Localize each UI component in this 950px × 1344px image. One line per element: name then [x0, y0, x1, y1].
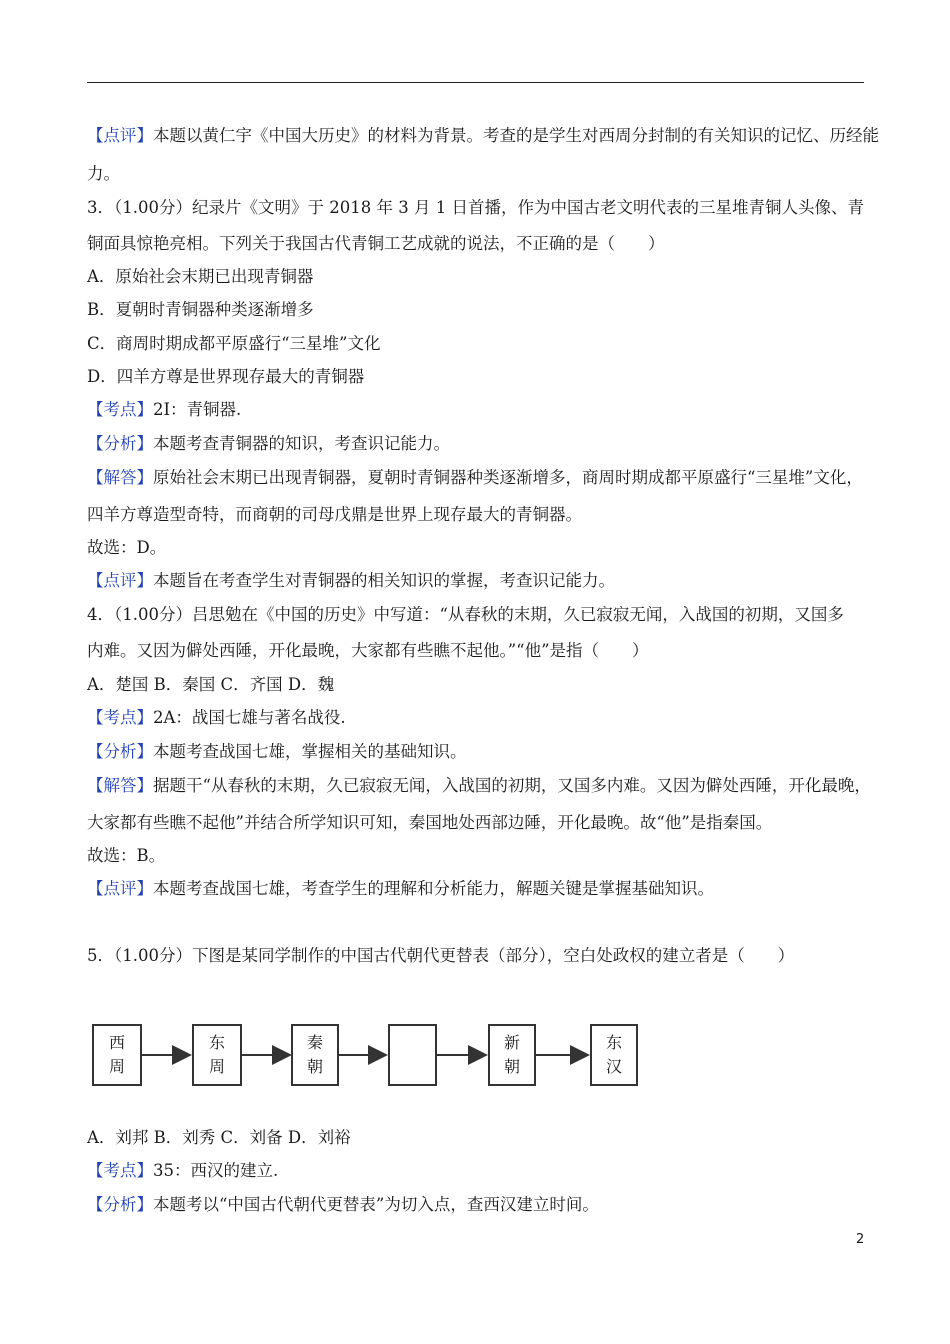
line-text: 5．（1.00分）下图是某同学制作的中国古代朝代更替表（部分），空白处政权的建立者是（ ）: [87, 946, 795, 965]
line-text: A．楚国 B．秦国 C．齐国 D．魏: [87, 675, 335, 694]
line-text: 本题考查战国七雄，掌握相关的基础知识。: [153, 742, 467, 761]
line-text: 力。: [87, 164, 120, 183]
line-text: B．夏朝时青铜器种类逐渐增多: [87, 300, 314, 319]
line-text: 本题旨在考查学生对青铜器的相关知识的掌握，考查识记能力。: [153, 571, 615, 590]
line-text: 3．（1.00分）纪录片《文明》于 2018 年 3 月 1 日首播，作为中国古老文明代表的三星堆青铜人头像、青: [87, 198, 864, 217]
section-tag: 【点评】: [87, 126, 153, 145]
dynasty-box: 东 汉: [590, 1024, 638, 1086]
line-text: 四羊方尊造型奇特，而商朝的司母戊鼎是世界上现存最大的青铜器。: [87, 505, 582, 524]
dynasty-box: 新 朝: [488, 1024, 536, 1086]
page-number: 2: [856, 1232, 865, 1247]
section-tag: 【分析】: [87, 434, 153, 453]
section-tag: 【考点】: [87, 1161, 153, 1180]
line-text: 35：西汉的建立.: [153, 1161, 279, 1180]
line-text: 本题考查青铜器的知识，考查识记能力。: [153, 434, 450, 453]
blank-dynasty-box: [388, 1024, 437, 1086]
line-text: 大家都有些瞧不起他”并结合所学知识可知，秦国地处西部边陲，开化最晚。故“他”是指秦国。: [87, 813, 773, 832]
line-text: 4．（1.00分）吕思勉在《中国的历史》中写道：“从春秋的末期，久已寂寂无闻，入战国的初期，又国多: [87, 605, 844, 624]
line-text: C．商周时期成都平原盛行“三星堆”文化: [87, 334, 381, 353]
section-tag: 【点评】: [87, 571, 153, 590]
section-tag: 【解答】: [87, 776, 153, 795]
line-text: 内难。又因为僻处西陲，开化最晚，大家都有些瞧不起他。”“他”是指（ ）: [87, 641, 649, 660]
line-text: 据题干“从春秋的末期，久已寂寂无闻，入战国的初期，又国多内难。又因为僻处西陲，开化最晚，: [153, 776, 871, 795]
line-text: 铜面具惊艳亮相。下列关于我国古代青铜工艺成就的说法，不正确的是（ ）: [87, 234, 665, 253]
dynasty-box: 秦 朝: [291, 1024, 339, 1086]
line-text: 故选：B。: [87, 846, 166, 865]
section-tag: 【分析】: [87, 742, 153, 761]
line-text: A．原始社会末期已出现青铜器: [87, 267, 314, 286]
line-text: 2A：战国七雄与著名战役.: [153, 708, 346, 727]
section-tag: 【分析】: [87, 1195, 153, 1214]
dynasty-box: 东 周: [192, 1024, 242, 1086]
line-text: 本题以黄仁宇《中国大历史》的材料为背景。考查的是学生对西周分封制的有关知识的记忆、历经能: [153, 126, 879, 145]
dynasty-box: 西 周: [92, 1024, 142, 1086]
section-tag: 【考点】: [87, 708, 153, 727]
line-text: 2I：青铜器.: [153, 400, 242, 419]
section-tag: 【点评】: [87, 879, 153, 898]
section-tag: 【考点】: [87, 400, 153, 419]
line-text: A．刘邦 B．刘秀 C．刘备 D．刘裕: [87, 1128, 351, 1147]
section-tag: 【解答】: [87, 468, 153, 487]
line-text: 本题考以“中国古代朝代更替表”为切入点，查西汉建立时间。: [153, 1195, 599, 1214]
line-text: 本题考查战国七雄，考查学生的理解和分析能力，解题关键是掌握基础知识。: [153, 879, 714, 898]
line-text: D．四羊方尊是世界现存最大的青铜器: [87, 367, 365, 386]
line-text: 故选：D。: [87, 538, 167, 557]
line-text: 原始社会末期已出现青铜器，夏朝时青铜器种类逐渐增多，商周时期成都平原盛行“三星堆”文化，: [153, 468, 863, 487]
